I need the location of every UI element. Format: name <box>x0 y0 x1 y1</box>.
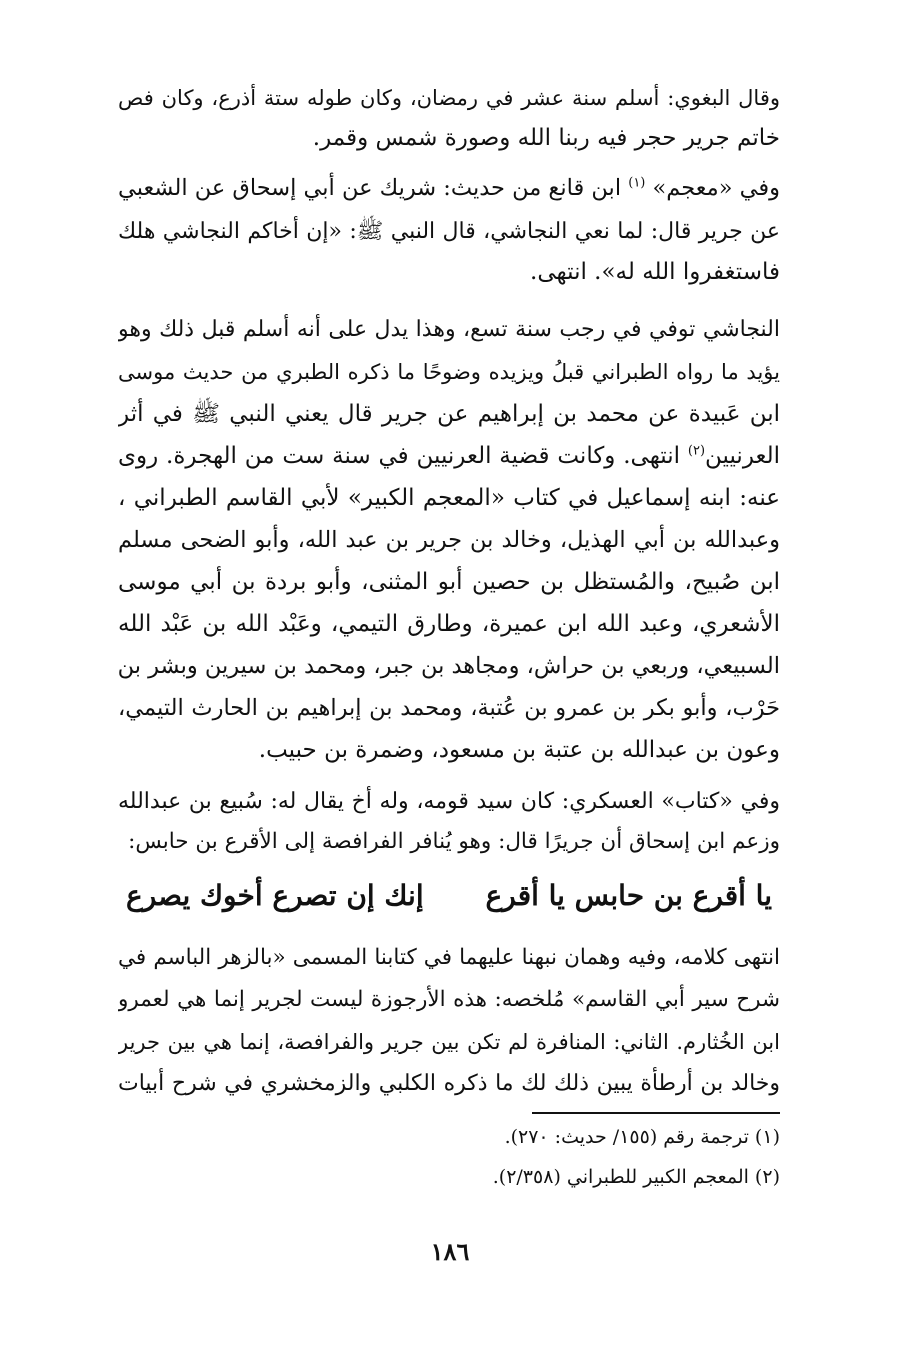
text-line: انتهى كلامه، وفيه وهمان نبهنا عليهما في كتابنا المسمى «بالزهر الباسم في <box>118 945 780 970</box>
poetry-verse <box>118 870 780 922</box>
footnote-ref-1: (١) <box>628 175 646 191</box>
text-line: السبيعي، وربعي بن حراش، ومجاهد بن جبر، ومحمد بن سيرين وبشر بن <box>118 653 780 679</box>
text-line <box>118 168 780 208</box>
footnote-separator <box>532 1112 780 1114</box>
text-fragment: وفي «معجم» <box>652 175 780 201</box>
page-number: ١٨٦ <box>430 1237 470 1266</box>
text-line: عن جرير قال: لما نعي النجاشي، قال النبي ﷺ: «إن أخاكم النجاشي هلك <box>118 219 780 244</box>
text-line: فاستغفروا الله له». انتهى. <box>530 259 780 285</box>
text-line: يؤيد ما رواه الطبراني قبلُ ويزيده وضوحًا ما ذكره الطبري من حديث موسى <box>118 360 780 384</box>
text-line: شرح سير أبي القاسم» مُلخصه: هذه الأرجوزة ليست لجرير إنما هي لعمرو <box>118 987 780 1012</box>
text-line: وزعم ابن إسحاق أن جريرًا قال: وهو يُنافر الفرافصة إلى الأقرع بن حابس: <box>128 829 780 854</box>
text-line: ابن الخُثارم. الثاني: المنافرة لم تكن بين جرير والفرافصة، إنما هي بين جرير <box>118 1030 780 1054</box>
text-line: خاتم جرير حجر فيه ربنا الله وصورة شمس وقمر. <box>312 125 780 151</box>
text-fragment: العرنيين <box>705 443 780 469</box>
verse-second-hemistich: إنك إن تصرع أخوك يصرع <box>126 879 424 912</box>
text-fragment: انتهى. وكانت قضية العرنيين في سنة ست من الهجرة. روى <box>118 443 681 469</box>
text-line: وعون بن عبدالله بن عتبة بن مسعود، وضمرة بن حبيب. <box>258 737 780 763</box>
text-line: ابن عَبيدة عن محمد بن إبراهيم عن جرير قال يعني النبي ﷺ في أثر <box>118 401 780 427</box>
text-line: وفي «كتاب» العسكري: كان سيد قومه، وله أخ يقال له: سُبيع بن عبدالله <box>118 789 780 814</box>
text-line: وقال البغوي: أسلم سنة عشر في رمضان، وكان طوله ستة أذرع، وكان فص <box>118 86 780 110</box>
text-line: حَرْب، وأبو بكر بن عمرو بن عُتبة، ومحمد بن إبراهيم بن الحارث التيمي، <box>118 695 780 721</box>
text-line <box>118 436 780 476</box>
text-fragment: ابن قانع من حديث: شريك عن أبي إسحاق عن الشعبي <box>118 175 622 201</box>
footnote-ref-2: (٢) <box>687 443 706 459</box>
text-line: النجاشي توفي في رجب سنة تسع، وهذا يدل على أنه أسلم قبل ذلك وهو <box>118 317 780 342</box>
text-line: الأشعري، وعبد الله ابن عميرة، وطارق التيمي، وعَبْد الله بن عَبْد الله <box>118 611 780 637</box>
footnote-1: (١) ترجمة رقم (١٥٥/ حديث: ٢٧٠). <box>504 1126 780 1148</box>
text-line: ابن صُبيح، والمُستظل بن حصين أبو المثنى، وأبو بردة بن أبي موسى <box>118 569 780 595</box>
text-line: وعبدالله بن أبي الهذيل، وخالد بن جرير بن عبد الله، وأبو الضحى مسلم <box>118 527 780 553</box>
footnote-2: (٢) المعجم الكبير للطبراني (٢/٣٥٨). <box>492 1166 780 1188</box>
text-line: عنه: ابنه إسماعيل في كتاب «المعجم الكبير» لأبي القاسم الطبراني ، <box>118 485 780 511</box>
verse-first-hemistich: يا أقرع بن حابس يا أقرع <box>485 879 772 912</box>
text-line: وخالد بن أرطأة يبين ذلك لك ما ذكره الكلبي والزمخشري في شرح أبيات <box>118 1071 780 1096</box>
